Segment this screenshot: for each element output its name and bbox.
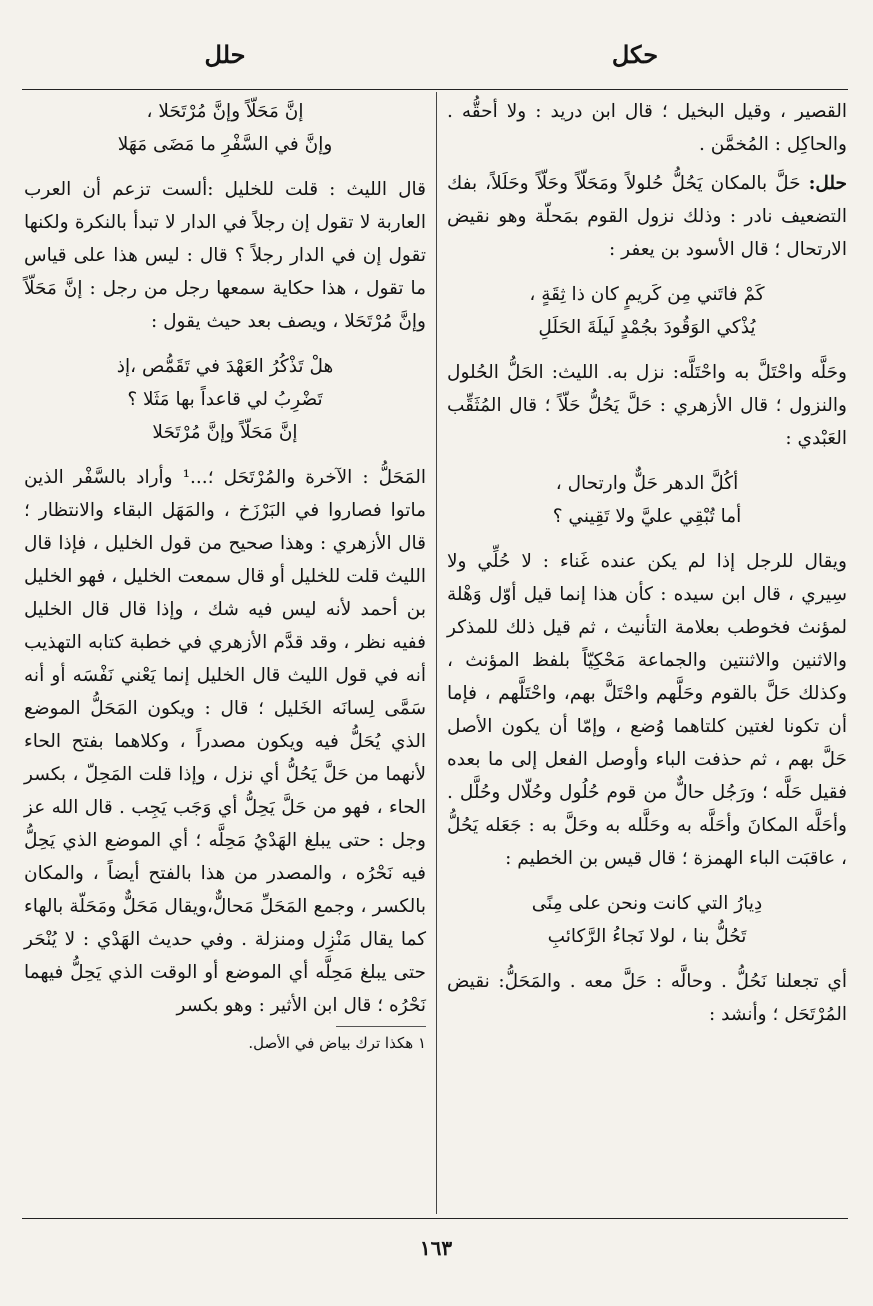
verse-line: هلْ تَذْكُرُ العَهْدَ في تَقَمُّص ،إذ xyxy=(116,356,334,377)
page-number: ١٦٣ xyxy=(419,1236,453,1260)
footnote-rule xyxy=(336,1026,426,1027)
entry-text: حَلَّ بالمكان يَحُلُّ حُلولاً ومَحَلّاً وحَلّاً وحَلَلاً، بفك التضعيف نادر : وذلك نزول القوم بمَحلّة وهو نقيض الارتحال ؛ قال الأسود بن يعفر : xyxy=(447,173,847,260)
verse-block xyxy=(24,95,426,161)
verse-line: كَمْ فاتَني مِن كَريمٍ كان ذا ثِقَةٍ ، xyxy=(529,284,765,305)
verse-line: تَضْرِبُ لي قاعداً بها مَثَلا ؟ xyxy=(127,389,323,410)
paragraph: أي تجعلنا نَحُلُّ . وحالَّه : حَلَّ معه . والمَحَلُّ: نقيض المُرْتَحَل ؛ وأنشد : xyxy=(447,971,847,1025)
running-header-right: حكل xyxy=(611,40,659,69)
paragraph: المَحَلُّ : الآخرة والمُرْتَحَل ؛...¹ وأراد بالسَّفْر الذين ماتوا فصاروا في البَرْزَخ ، والمَهَل البقاء والانتظار ؛ قال الأزهري : وهذا صحيح من قول الخليل ، فإذا قال الليث قلت للخليل أو قال سمعت الخليل ، فهو الخليل بن أحمد لأنه ليس فيه شك ، وإذا قال قال الخليل ففيه نظر ، وقد قدَّم الأزهري في خطبة كتابه التهذيب أنه في قول الليث قال الخليل إنما يَعْني نَفْسَه أو أنه سَمَّى لِسانَه الخَليل ؛ قال : ويكون المَحَلُّ الموضع الذي يُحَلُّ فيه ويكون مصدراً ، وكلاهما بفتح الحاء لأنهما من حَلَّ يَحُلُّ أي نزل ، وإذا قلت المَحِلّ ، بكسر الحاء ، فهو من حَلَّ يَحِلُّ أي وَجَب يَجِب . قال الله عز وجل : حتى يبلغ الهَدْيُ مَحِلَّه ؛ أي الموضع الذي يَحِلُّ فيه نَحْرُه ، والمصدر من هذا بالفتح أيضاً ، والمكان بالكسر ، وجمع المَحَلِّ مَحالٌّ،ويقال مَحَلٌّ ومَحَلّة بالهاء كما يقال مَنْزِل ومنزلة . وفي حديث الهَدْي : لا يُنْحَر حتى يبلغ مَحِلَّه أي الموضع أو الوقت الذي يَحِلُّ فيهما نَحْرُه ؛ قال ابن الأثير : وهو بكسر xyxy=(24,467,426,1016)
footnote: ١ هكذا ترك بياض في الأصل. xyxy=(248,1034,426,1052)
running-header-left: حلل xyxy=(204,40,246,69)
verse-line: إنَّ مَحَلّاً وإنَّ مُرْتَحَلا xyxy=(152,422,298,443)
verse-block xyxy=(447,278,847,344)
left-column xyxy=(24,95,426,1055)
verse-line: تَحُلُّ بنا ، لولا نَجاءُ الرَّكائبِ xyxy=(547,926,747,947)
verse-line: إنَّ مَحَلّاً وإنَّ مُرْتَحَلا ، xyxy=(146,101,304,122)
verse-line: أما تُبْقِي عليَّ ولا تَقِيني ؟ xyxy=(552,506,742,527)
paragraph: وحَلَّه واحْتَلَّ به واحْتَلَّه: نزل به. الليث: الحَلُّ الحُلول والنزول ؛ قال الأزهري : حَلَّ يَحُلُّ حَلّاً ؛ قال المُثَقِّب العَبْدي : xyxy=(447,362,847,449)
paragraph: قال الليث : قلت للخليل :ألست تزعم أن العرب العاربة لا تقول إن رجلاً في الدار لا تبدأ بالنكرة ولكنها تقول إن في الدار رجلاً ؟ قال : ليس هذا على قياس ما تقول ، هذا حكاية سمعها رجل من رجل : إنَّ مَحَلّاً وإنَّ مُرْتَحَلا ، ويصف بعد حيث يقول : xyxy=(24,179,426,332)
verse-block xyxy=(447,467,847,533)
column-divider xyxy=(436,92,437,1214)
verse-line: وإنَّ في السَّفْرِ ما مَضَى مَهَلا xyxy=(117,134,333,155)
verse-line: دِيارُ التي كانت ونحن على مِنًى xyxy=(531,893,763,914)
verse-block xyxy=(24,350,426,449)
paragraph: ويقال للرجل إذا لم يكن عنده غَناء : لا حُلِّي ولا سِيري ، قال ابن سيده : كأن هذا إنما قيل أوّل وَهْلة لمؤنث فخوطب بعلامة التأنيث ، ثم قيل ذلك للمذكر والاثنين والاثنتين والجماعة مَحْكِيّاً بلفظ المؤنث ، وكذلك حَلَّ بالقوم وحَلَّهم واحْتَلَّ بهم، واحْتَلَّهم ، فإما أن تكونا لغتين كلتاهما وُضع ، وإمّا أن يكون الأصل حَلَّ بهم ، ثم حذفت الباء وأوصل الفعل إلى ما بعده فقيل حَلَّه ؛ ورَجُل حالٌّ من قوم حُلُول وحُلّال وحُلَّل . وأحَلَّه المكانَ وأحَلَّه به وحَلَّله به وحَلَّ به : جَعَله يَحُلُّ ، عاقبَت الباء الهمزة ؛ قال قيس بن الخطيم : xyxy=(447,551,847,869)
entry-paragraph xyxy=(447,167,847,266)
paragraph: القصير ، وقيل البخيل ؛ قال ابن دريد : ولا أحقُّه . والحاكِل : المُخمَّن . xyxy=(447,101,847,155)
verse-line: يُذْكي الوَقُودَ بجُمْدٍ لَيلَةَ الحَلَلِ xyxy=(538,317,756,338)
right-column xyxy=(447,95,847,1031)
verse-line: أكُلَّ الدهر حَلٌّ وارتحال ، xyxy=(555,473,739,494)
footer-rule xyxy=(22,1218,848,1219)
headword: حلل: xyxy=(808,173,847,194)
verse-block xyxy=(447,887,847,953)
header-rule xyxy=(22,89,848,90)
